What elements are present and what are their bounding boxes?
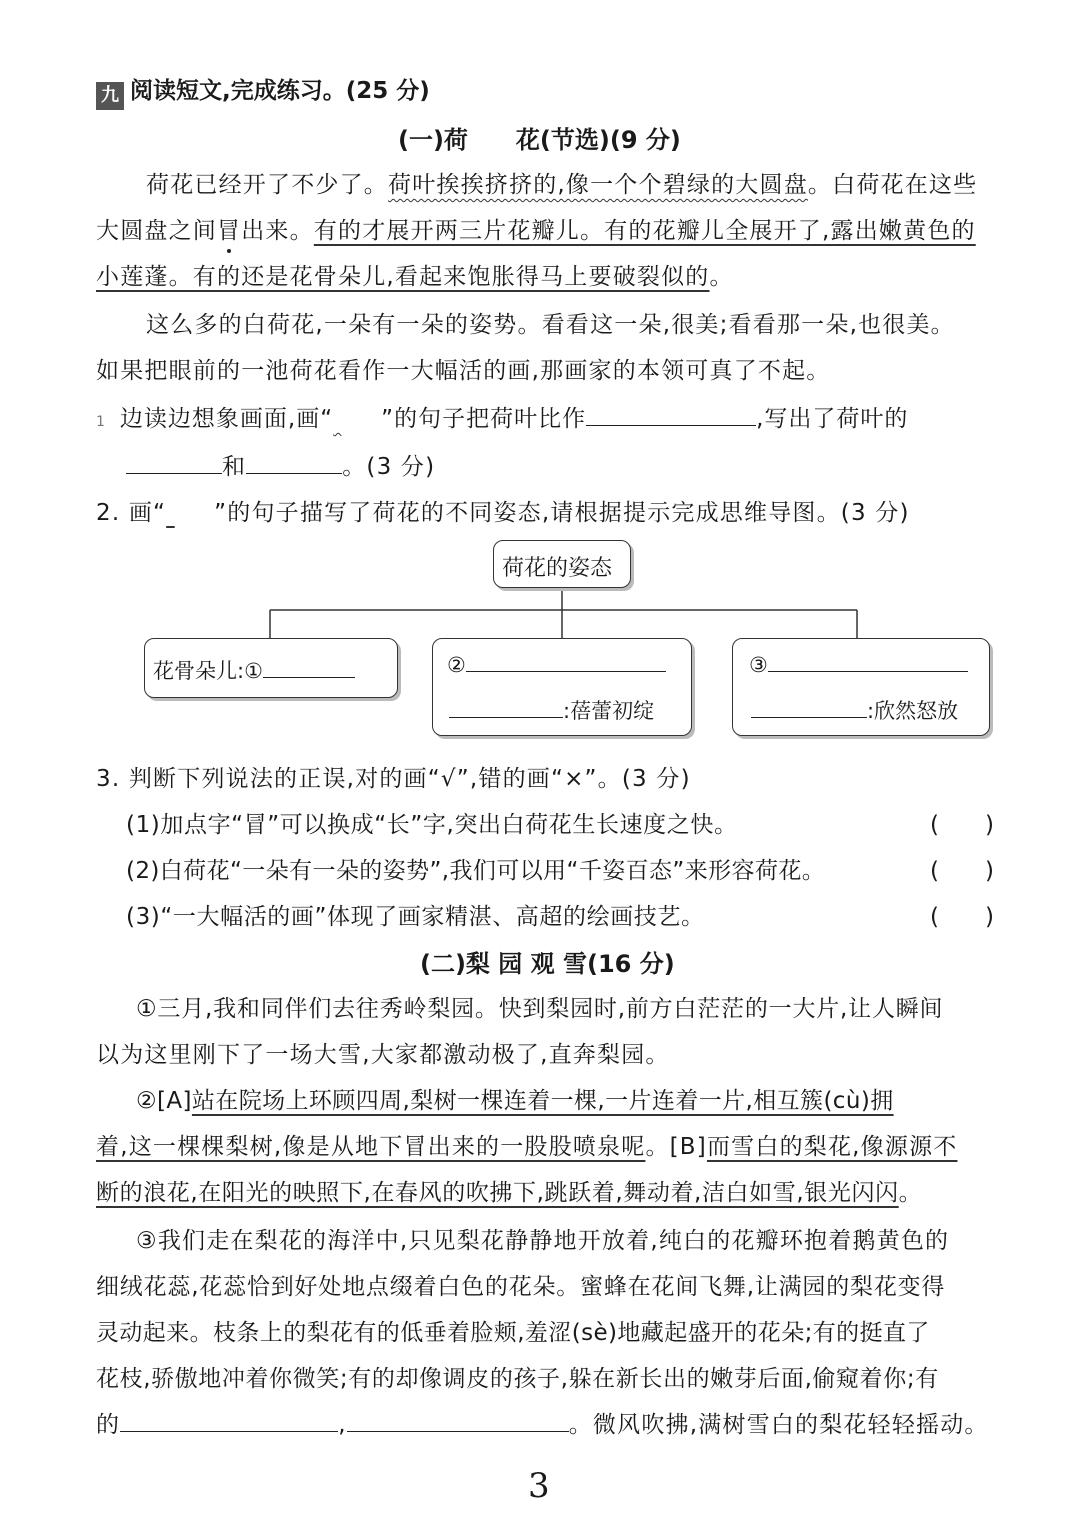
passage4-line1 <box>136 1082 894 1115</box>
answer-blank[interactable] <box>126 453 222 474</box>
branch-2-row1 <box>447 651 666 677</box>
underlined-sentence: 小莲蓬。有的还是花骨朵儿,看起来饱胀得马上要破裂似的 <box>96 264 710 290</box>
passage5-line3: 灵动起来。枝条上的梨花有的低垂着脸颊,羞涩(sè)地藏起盛开的花朵;有的挺直了 <box>96 1320 930 1346</box>
section-badge: 九 <box>96 82 124 110</box>
text-span: 。 <box>709 264 734 290</box>
text-span: 边读边想象画面,画“ <box>119 406 334 432</box>
branch-3-row2 <box>751 695 958 725</box>
question-3-item-3: (3)“一大幅活的画”体现了画家精湛、高超的绘画技艺。 <box>126 904 705 930</box>
answer-blank[interactable] <box>449 697 563 718</box>
section-heading-text: 阅读短文,完成练习。(25 分) <box>130 78 430 104</box>
text-span: 。(3 分) <box>342 454 436 480</box>
underlined-sentence: 有的才展开两三片花瓣儿。有的花瓣儿全展开了,露出嫩黄色的 <box>313 218 976 244</box>
text-span: ,写出了荷叶的 <box>756 406 909 432</box>
answer-blank[interactable] <box>263 657 355 678</box>
text-span: 花骨朵儿:① <box>153 659 263 683</box>
branch-3-row1 <box>749 651 968 677</box>
underlined-sentence-b: 断的浪花,在阳光的映照下,在春风的吹拂下,跳跃着,舞动着,洁白如雪,银光闪闪 <box>96 1180 899 1206</box>
answer-blank[interactable] <box>466 651 666 672</box>
mindmap-branch-3 <box>732 638 990 736</box>
answer-blank[interactable] <box>751 697 867 718</box>
question-3-title: 3. 判断下列说法的正误,对的画“√”,错的画“×”。(3 分) <box>96 766 691 792</box>
text-span: 。白荷花在这些 <box>807 172 978 198</box>
part1-title: (一)荷 花(节选)(9 分) <box>398 126 681 154</box>
text-span: 。[B] <box>645 1134 707 1160</box>
mindmap-branch-1 <box>144 638 398 698</box>
passage5-line1: ③我们走在梨花的海洋中,只见梨花静静地开放着,纯白的花瓣环抱着鹅黄色的 <box>136 1228 950 1254</box>
passage1-line3 <box>96 258 734 291</box>
section-heading <box>96 72 430 110</box>
answer-paren-1[interactable]: ( ) <box>930 812 994 838</box>
text-span: 。微风吹拂,满树雪白的梨花轻轻摇动。 <box>568 1412 989 1438</box>
question-1-number: 1 <box>96 414 106 430</box>
part2-title: (二)梨 园 观 雪(16 分) <box>420 950 675 978</box>
passage3-line2: 以为这里刚下了一场大雪,大家都激动极了,直奔梨园。 <box>96 1042 670 1068</box>
mindmap-root-label: 荷花的姿态 <box>502 556 613 581</box>
page-number: 3 <box>528 1466 550 1506</box>
question-1-line2 <box>126 448 435 481</box>
text-span: :蓓蕾初绽 <box>563 699 655 723</box>
question-2 <box>96 494 910 527</box>
passage4-line3 <box>96 1174 922 1207</box>
passage1-line2 <box>96 212 976 245</box>
branch-1-label <box>153 655 355 685</box>
branch-2-row2 <box>449 695 654 725</box>
question-1 <box>96 400 908 433</box>
underlined-sentence-a: 着,这一棵棵梨树,像是从地下冒出来的一股股喷泉呢 <box>96 1134 646 1160</box>
text-span: :欣然怒放 <box>867 699 959 723</box>
text-span: ③ <box>749 653 768 677</box>
text-span: ②[A] <box>136 1088 192 1114</box>
passage1-line1 <box>146 166 977 199</box>
passage5-line2: 细绒花蕊,花蕊恰到好处地点缀着白色的花朵。蜜蜂在花间飞舞,让满园的梨花变得 <box>96 1274 946 1300</box>
answer-paren-3[interactable]: ( ) <box>930 904 994 930</box>
text-span: , <box>338 1412 347 1438</box>
dotted-char: 冒 <box>217 218 242 244</box>
text-span: 2. 画“ <box>96 500 167 526</box>
text-span: 大圆盘之间 <box>96 218 217 244</box>
passage5-line5 <box>96 1406 989 1439</box>
mindmap-root <box>493 540 631 588</box>
answer-blank[interactable] <box>347 1411 569 1432</box>
text-span: 出来。 <box>241 218 314 244</box>
question-3-item-1: (1)加点字“冒”可以换成“长”字,突出白荷花生长速度之快。 <box>126 812 738 838</box>
answer-blank[interactable] <box>768 651 968 672</box>
answer-paren-2[interactable]: ( ) <box>930 858 994 884</box>
text-span: ”的句子描写了荷花的不同姿态,请根据提示完成思维导图。(3 分) <box>214 500 910 526</box>
text-span: 的 <box>96 1412 121 1438</box>
underlined-sentence-b: 而雪白的梨花,像源源不 <box>706 1134 958 1160</box>
text-span: 荷花已经开了不少了。 <box>146 172 388 198</box>
answer-blank[interactable] <box>120 1411 338 1432</box>
passage4-line2 <box>96 1128 957 1161</box>
line-mark-sample <box>166 500 214 526</box>
text-span: ”的句子把荷叶比作 <box>381 406 587 432</box>
answer-blank[interactable] <box>586 405 756 426</box>
passage5-line4: 花枝,骄傲地冲着你微笑;有的却像调皮的孩子,躲在新长出的嫩芽后面,偷窥着你;有 <box>96 1366 939 1392</box>
question-3-item-2: (2)白荷花“一朵有一朵的姿势”,我们可以用“千姿百态”来形容荷花。 <box>126 858 826 884</box>
wavy-underlined-sentence: 荷叶挨挨挤挤的,像一个个碧绿的大圆盘 <box>388 172 808 198</box>
passage2-line2: 如果把眼前的一池荷花看作一大幅活的画,那画家的本领可真了不起。 <box>96 358 831 384</box>
text-span: 和 <box>222 454 247 480</box>
passage2-line1: 这么多的白荷花,一朵有一朵的姿势。看看这一朵,很美;看看那一朵,也很美。 <box>146 312 955 338</box>
text-span: 。 <box>898 1180 923 1206</box>
underlined-sentence-a: 站在院场上环顾四周,梨树一棵连着一棵,一片连着一片,相互簇(cù)拥 <box>191 1088 894 1114</box>
passage3-line1: ①三月,我和同伴们去往秀岭梨园。快到梨园时,前方白茫茫的一大片,让人瞬间 <box>136 996 944 1022</box>
wavy-mark-sample <box>333 406 381 432</box>
text-span: ② <box>447 653 466 677</box>
mindmap-branch-2 <box>432 638 692 736</box>
answer-blank[interactable] <box>246 453 342 474</box>
